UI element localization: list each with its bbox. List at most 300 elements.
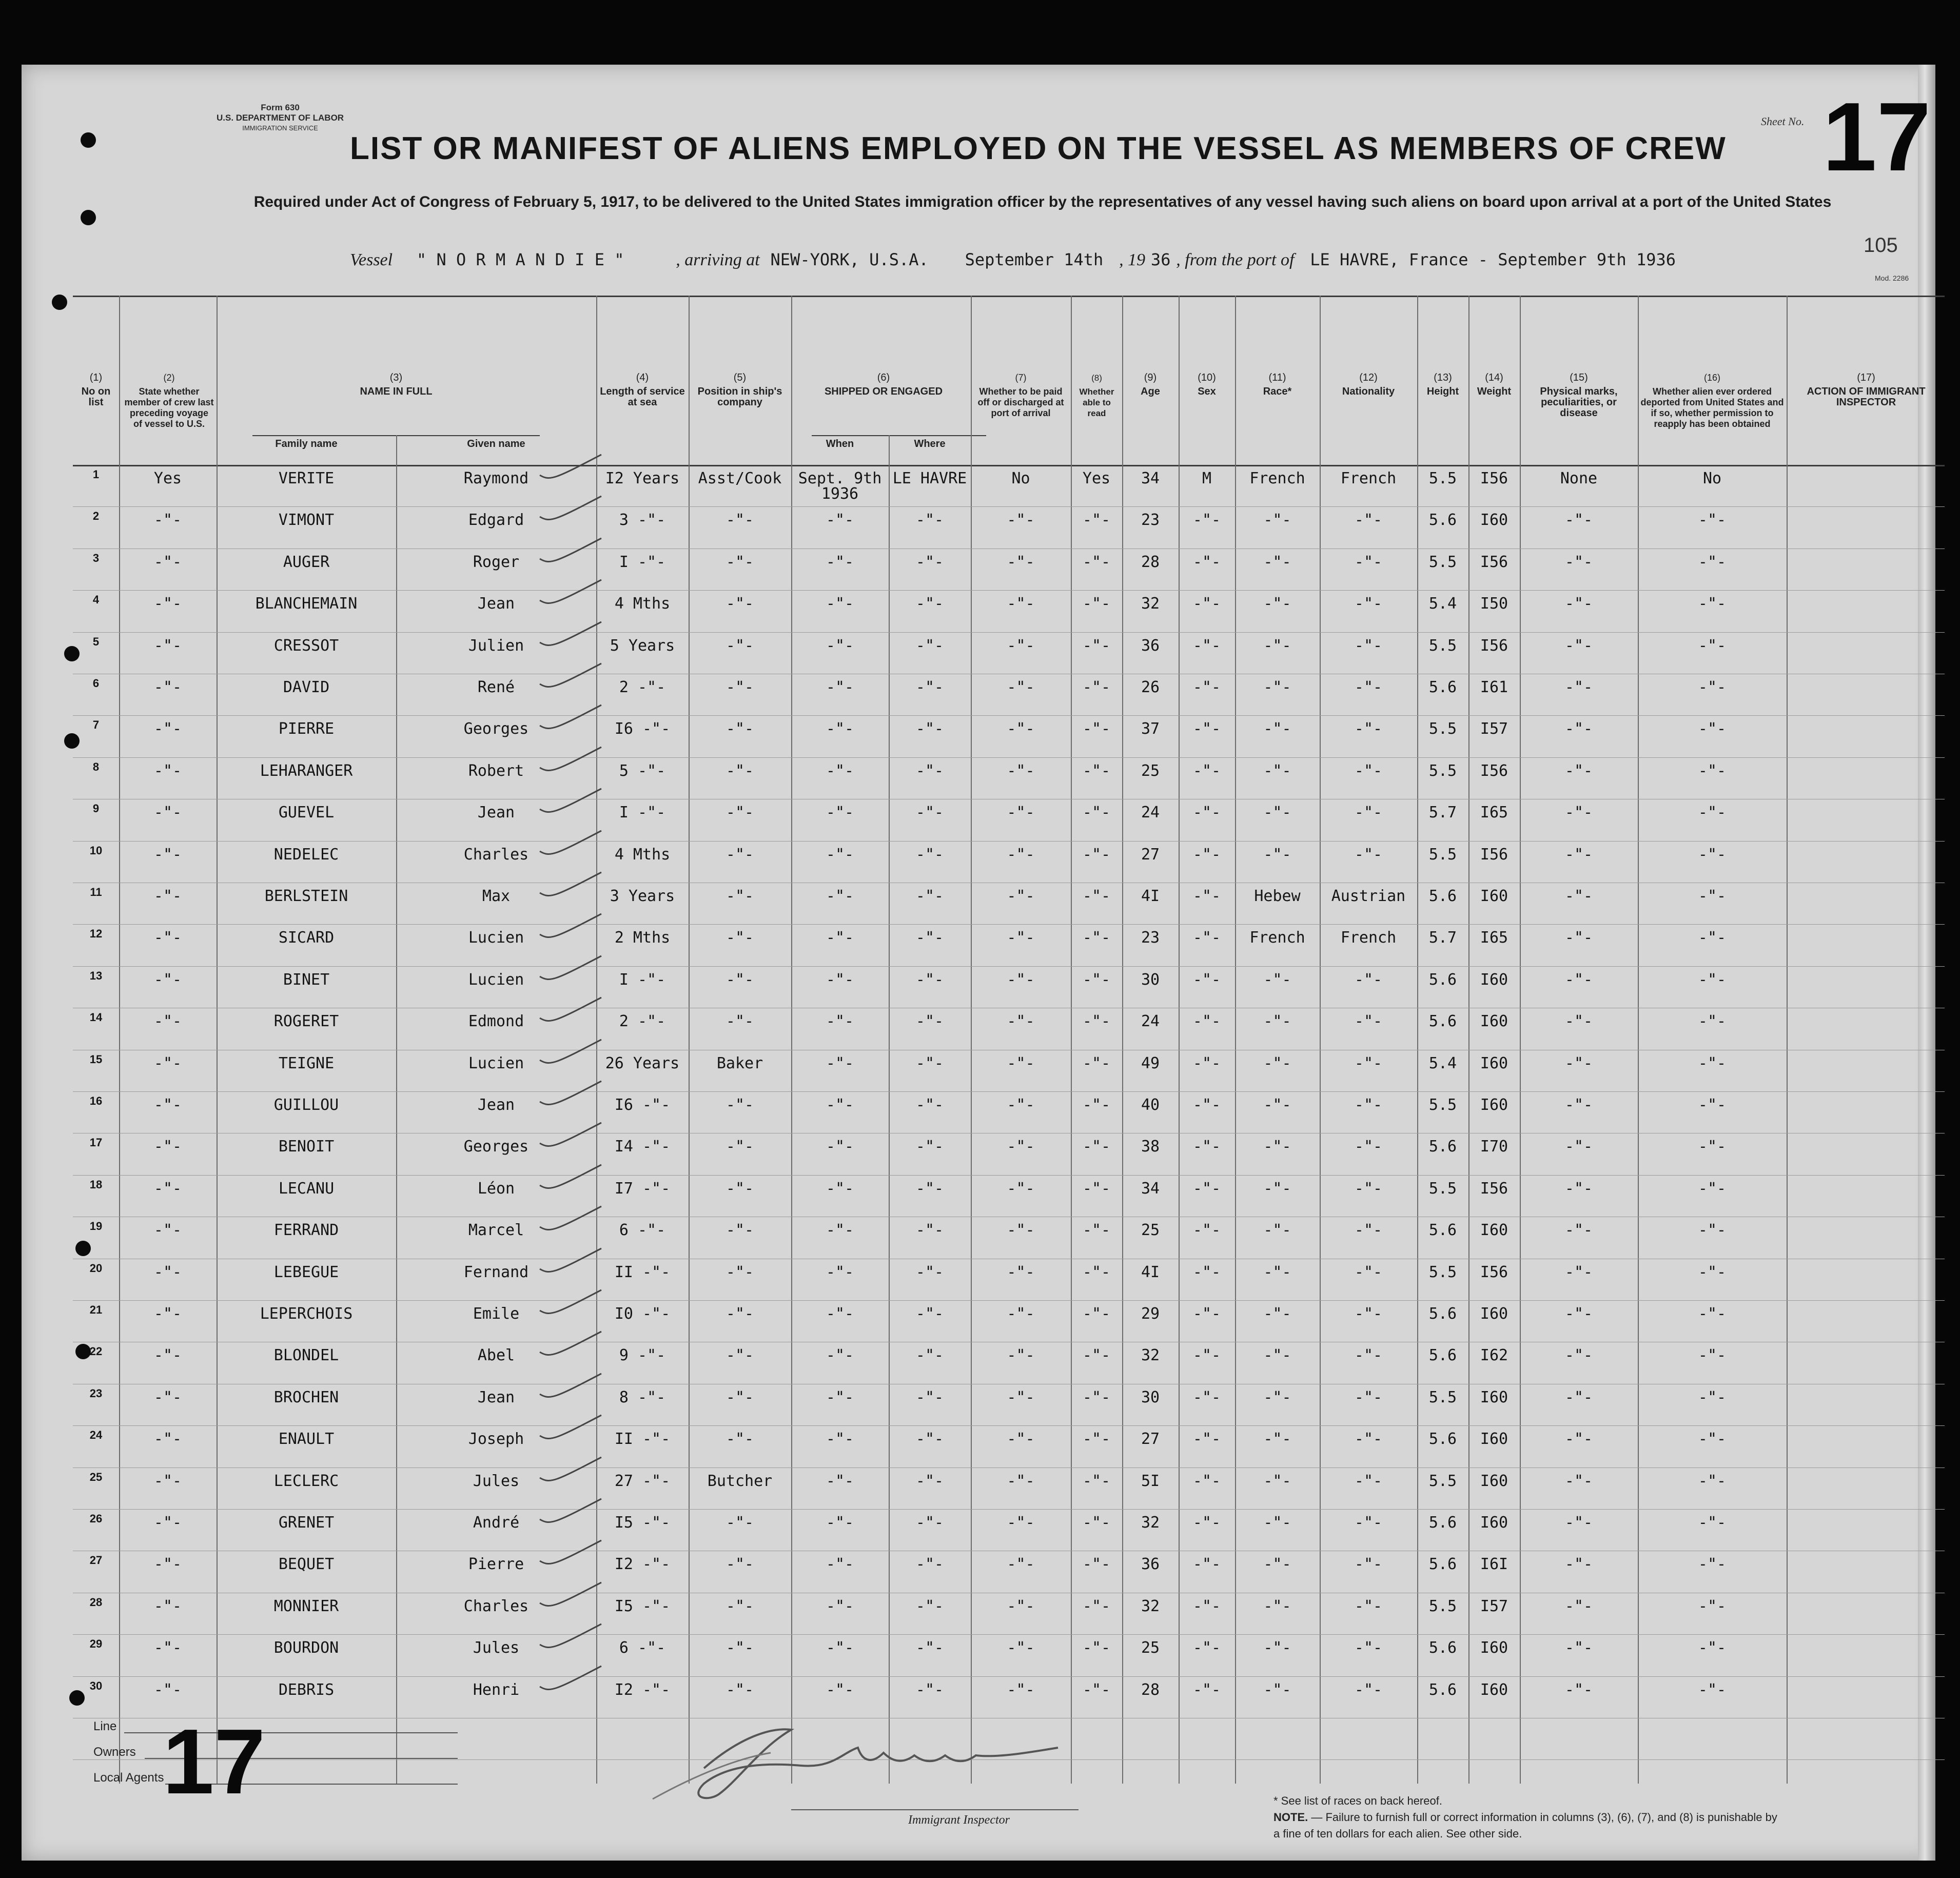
cell-given: Roger (473, 553, 520, 571)
cell-marks: -"- (1564, 887, 1593, 905)
cell-sex: -"- (1192, 720, 1221, 738)
cell-weight: I6I (1480, 1555, 1508, 1574)
inspector-rule (791, 1809, 1079, 1810)
cell-family: GUILLOU (273, 1096, 339, 1114)
cell-age: 27 (1141, 1430, 1160, 1449)
cell-when: -"- (826, 636, 854, 655)
cell-family: DEBRIS (278, 1680, 335, 1699)
cell-sex: -"- (1192, 1138, 1221, 1156)
cell-no: 30 (89, 1679, 103, 1692)
cell-paid: -"- (1007, 804, 1035, 822)
check-mark-icon (535, 1077, 606, 1113)
cell-family: BROCHEN (273, 1388, 339, 1406)
cell-when: -"- (826, 929, 854, 947)
cell-marks: -"- (1564, 970, 1593, 989)
cell-paid: -"- (1007, 1138, 1035, 1156)
cell-race: French (1249, 929, 1305, 947)
cell-deported: -"- (1698, 1012, 1727, 1031)
cell-no: 17 (89, 1136, 103, 1149)
cell-read: -"- (1082, 1388, 1111, 1406)
cell-paid: -"- (1007, 1639, 1035, 1657)
departure: LE HAVRE, France - September 9th 1936 (1310, 250, 1676, 269)
cell-paid: -"- (1007, 1597, 1035, 1615)
cell-given: Georges (463, 1138, 529, 1156)
cell-no: 27 (89, 1554, 103, 1567)
cell-when: -"- (826, 1514, 854, 1532)
cell-height: 5.5 (1428, 469, 1457, 487)
cell-prev: -"- (153, 595, 182, 613)
cell-service: I4 -"- (614, 1138, 671, 1156)
cell-when: -"- (826, 1388, 854, 1406)
cell-sex: -"- (1192, 1388, 1221, 1406)
cell-height: 5.5 (1428, 636, 1457, 655)
cell-age: 30 (1141, 970, 1160, 989)
cell-family: LEBEGUE (273, 1263, 339, 1281)
cell-service: I6 -"- (614, 1096, 671, 1114)
table-row (22, 674, 1893, 715)
cell-weight: I56 (1480, 1179, 1508, 1198)
cell-sex: -"- (1192, 1179, 1221, 1198)
check-mark-icon (535, 534, 606, 570)
cell-position: -"- (726, 804, 754, 822)
check-mark-icon (535, 451, 606, 486)
cell-read: -"- (1082, 845, 1111, 864)
check-mark-icon (535, 1161, 606, 1197)
cell-age: 37 (1141, 720, 1160, 738)
cell-sex: -"- (1192, 970, 1221, 989)
cell-read: -"- (1082, 1179, 1111, 1198)
cell-no: 20 (89, 1261, 103, 1275)
cell-marks: -"- (1564, 678, 1593, 696)
cell-weight: I60 (1480, 1305, 1508, 1323)
cell-prev: -"- (153, 1012, 182, 1031)
table-row (22, 1384, 1893, 1425)
cell-height: 5.5 (1428, 1179, 1457, 1198)
cell-marks: -"- (1564, 1514, 1593, 1532)
cell-paid: -"- (1007, 845, 1035, 864)
cell-read: -"- (1082, 1430, 1111, 1449)
cell-when: -"- (826, 804, 854, 822)
cell-marks: -"- (1564, 1138, 1593, 1156)
cell-when: -"- (826, 1346, 854, 1365)
check-mark-icon (535, 1536, 606, 1572)
cell-read: -"- (1082, 887, 1111, 905)
cell-weight: I56 (1480, 469, 1508, 487)
cell-position: -"- (726, 887, 754, 905)
cell-service: 5 -"- (619, 761, 666, 780)
cell-deported: No (1702, 469, 1722, 487)
cell-no: 15 (89, 1052, 103, 1066)
cell-position: -"- (726, 1138, 754, 1156)
cell-given: Jean (477, 595, 515, 613)
cell-race: French (1249, 469, 1305, 487)
cell-prev: -"- (153, 1388, 182, 1406)
check-mark-icon (535, 1411, 606, 1447)
cell-read: Yes (1082, 469, 1111, 487)
cell-sex: -"- (1192, 929, 1221, 947)
cell-position: -"- (726, 636, 754, 655)
cell-age: 4I (1141, 887, 1160, 905)
check-mark-icon (535, 1662, 606, 1698)
cell-age: 40 (1141, 1096, 1160, 1114)
cell-given: Lucien (468, 929, 524, 947)
cell-age: 25 (1141, 1221, 1160, 1240)
mod-number: Mod. 2286 (1875, 274, 1909, 282)
check-mark-icon (535, 743, 606, 779)
cell-position: -"- (726, 553, 754, 571)
cell-marks: -"- (1564, 1430, 1593, 1449)
cell-nat: -"- (1354, 595, 1383, 613)
cell-deported: -"- (1698, 1388, 1727, 1406)
cell-height: 5.5 (1428, 1388, 1457, 1406)
cell-marks: -"- (1564, 804, 1593, 822)
cell-deported: -"- (1698, 511, 1727, 530)
cell-marks: -"- (1564, 720, 1593, 738)
cell-given: Jules (473, 1472, 520, 1490)
cell-marks: -"- (1564, 1221, 1593, 1240)
cell-service: 2 -"- (619, 678, 666, 696)
cell-family: BEQUET (278, 1555, 335, 1574)
cell-service: I5 -"- (614, 1514, 671, 1532)
cell-marks: -"- (1564, 845, 1593, 864)
cell-sex: M (1202, 469, 1212, 487)
cell-no: 26 (89, 1512, 103, 1525)
cell-height: 5.6 (1428, 1680, 1457, 1699)
cell-nat: -"- (1354, 1346, 1383, 1365)
cell-nat: -"- (1354, 1680, 1383, 1699)
cell-race: -"- (1263, 1639, 1291, 1657)
cell-position: -"- (726, 1680, 754, 1699)
cell-prev: -"- (153, 804, 182, 822)
cell-position: -"- (726, 929, 754, 947)
cell-when: -"- (826, 845, 854, 864)
cell-family: GRENET (278, 1514, 335, 1532)
cell-weight: I60 (1480, 1639, 1508, 1657)
check-mark-icon (535, 1286, 606, 1322)
table-row (22, 1217, 1893, 1258)
cell-where: -"- (915, 1346, 944, 1365)
form-number: Form 630 (261, 103, 300, 112)
cell-deported: -"- (1698, 1305, 1727, 1323)
col-header-7: (7) Whether to be paid off or discharged at port of arrival (977, 373, 1064, 418)
cell-deported: -"- (1698, 1096, 1727, 1114)
cell-paid: -"- (1007, 887, 1035, 905)
agents-label: Local Agents (93, 1771, 164, 1785)
cell-age: 4I (1141, 1263, 1160, 1281)
cell-height: 5.7 (1428, 929, 1457, 947)
cell-family: CRESSOT (273, 636, 339, 655)
cell-weight: I60 (1480, 1388, 1508, 1406)
check-mark-icon (535, 1620, 606, 1656)
binding-hole (52, 295, 67, 310)
cell-race: -"- (1263, 1054, 1291, 1072)
cell-deported: -"- (1698, 1430, 1727, 1449)
cell-height: 5.5 (1428, 1472, 1457, 1490)
cell-height: 5.6 (1428, 1514, 1457, 1532)
cell-family: BINET (283, 970, 330, 989)
cell-position: -"- (726, 595, 754, 613)
binding-hole (81, 132, 96, 148)
subhead-given: Given name (467, 438, 525, 449)
cell-nat: -"- (1354, 553, 1383, 571)
races-note: * See list of races on back hereof. (1273, 1794, 1442, 1807)
cell-no: 11 (90, 886, 102, 898)
table-row (22, 1050, 1893, 1091)
cell-weight: I57 (1480, 1597, 1508, 1615)
cell-where: -"- (915, 1263, 944, 1281)
cell-read: -"- (1082, 1346, 1111, 1365)
cell-age: 32 (1141, 595, 1160, 613)
vessel-name: " N O R M A N D I E " (416, 250, 624, 269)
cell-when: Sept. 9th (798, 469, 882, 487)
cell-when: -"- (826, 970, 854, 989)
cell-service: II -"- (614, 1430, 671, 1449)
cell-service: I -"- (619, 970, 666, 989)
cell-no: 2 (92, 510, 100, 523)
cell-nat: French (1340, 929, 1397, 947)
cell-given: Lucien (468, 1054, 524, 1072)
cell-deported: -"- (1698, 1054, 1727, 1072)
cell-race: -"- (1263, 1221, 1291, 1240)
cell-read: -"- (1082, 595, 1111, 613)
cell-given: Jules (473, 1639, 520, 1657)
cell-nat: -"- (1354, 1430, 1383, 1449)
cell-marks: -"- (1564, 1096, 1593, 1114)
cell-prev: -"- (153, 1179, 182, 1198)
cell-no: 8 (92, 760, 100, 773)
cell-position: -"- (726, 1221, 754, 1240)
cell-height: 5.5 (1428, 720, 1457, 738)
cell-given: Léon (477, 1179, 515, 1198)
cell-service: 2 -"- (619, 1012, 666, 1031)
cell-where: -"- (915, 1472, 944, 1490)
col-header-12: (12) Nationality (1342, 372, 1395, 397)
cell-marks: None (1560, 469, 1598, 487)
check-mark-icon (535, 1202, 606, 1238)
cell-weight: I56 (1480, 636, 1508, 655)
cell-marks: -"- (1564, 1054, 1593, 1072)
check-mark-icon (535, 1495, 606, 1531)
cell-age: 23 (1141, 929, 1160, 947)
cell-prev: -"- (153, 1305, 182, 1323)
col-header-10: (10) Sex (1198, 372, 1216, 397)
cell-race: -"- (1263, 970, 1291, 989)
cell-family: SICARD (278, 929, 335, 947)
table-row (22, 1008, 1893, 1049)
cell-height: 5.6 (1428, 1221, 1457, 1240)
cell-given: Charles (463, 845, 529, 864)
cell-marks: -"- (1564, 1388, 1593, 1406)
cell-race: -"- (1263, 1472, 1291, 1490)
cell-read: -"- (1082, 1221, 1111, 1240)
cell-no: 23 (89, 1386, 103, 1400)
col-header-15: (15) Physical marks, peculiarities, or disease (1540, 372, 1618, 419)
arrival-port: NEW-YORK, U.S.A. (770, 250, 929, 269)
cell-no: 28 (89, 1595, 103, 1609)
cell-deported: -"- (1698, 1514, 1727, 1532)
cell-where: -"- (915, 804, 944, 822)
owners-label: Owners (93, 1745, 136, 1759)
cell-age: 36 (1141, 1555, 1160, 1574)
col-header-11: (11) Race* (1263, 372, 1292, 397)
cell-age: 25 (1141, 1639, 1160, 1657)
cell-no: 1 (92, 468, 100, 481)
cell-read: -"- (1082, 720, 1111, 738)
cell-where: -"- (915, 1179, 944, 1198)
cell-where: -"- (915, 1012, 944, 1031)
cell-when: -"- (826, 1472, 854, 1490)
cell-position: -"- (726, 1388, 754, 1406)
cell-prev: -"- (153, 845, 182, 864)
cell-nat: -"- (1354, 804, 1383, 822)
table-row (22, 1468, 1893, 1509)
cell-family: NEDELEC (273, 845, 339, 864)
cell-sex: -"- (1192, 804, 1221, 822)
cell-position: -"- (726, 720, 754, 738)
table-row (22, 799, 1893, 840)
note-label: NOTE. (1273, 1811, 1308, 1824)
cell-read: -"- (1082, 1305, 1111, 1323)
cell-marks: -"- (1564, 1597, 1593, 1615)
cell-position: -"- (726, 1555, 754, 1574)
cell-read: -"- (1082, 636, 1111, 655)
cell-race: -"- (1263, 1388, 1291, 1406)
cell-when: -"- (826, 595, 854, 613)
cell-age: 24 (1141, 1012, 1160, 1031)
cell-position: -"- (726, 845, 754, 864)
inspector-label: Immigrant Inspector (908, 1813, 1010, 1827)
col-header-6: (6) SHIPPED OR ENGAGED (824, 372, 943, 397)
cell-prev: -"- (153, 1472, 182, 1490)
cell-no: 19 (89, 1220, 103, 1233)
cell-height: 5.5 (1428, 845, 1457, 864)
cell-prev: -"- (153, 1346, 182, 1365)
footer-sheet-number: 17 (163, 1710, 266, 1813)
cell-position: Butcher (707, 1472, 773, 1490)
cell-service: I -"- (619, 553, 666, 571)
cell-read: -"- (1082, 1096, 1111, 1114)
subhead-when: When (826, 438, 854, 449)
table-row (22, 549, 1893, 590)
cell-height: 5.6 (1428, 1305, 1457, 1323)
check-mark-icon (535, 576, 606, 612)
cell-read: -"- (1082, 1012, 1111, 1031)
year: 36 (1150, 250, 1171, 269)
cell-service: 3 -"- (619, 511, 666, 530)
table-row (22, 715, 1893, 757)
cell-read: -"- (1082, 1555, 1111, 1574)
cell-nat: -"- (1354, 1639, 1383, 1657)
cell-paid: -"- (1007, 678, 1035, 696)
cell-height: 5.6 (1428, 1639, 1457, 1657)
cell-given: Edmond (468, 1012, 524, 1031)
cell-where: -"- (915, 1138, 944, 1156)
check-mark-icon (535, 868, 606, 904)
cell-race: -"- (1263, 1346, 1291, 1365)
cell-nat: -"- (1354, 636, 1383, 655)
cell-service: I -"- (619, 804, 666, 822)
cell-given: Lucien (468, 970, 524, 989)
cell-weight: I62 (1480, 1346, 1508, 1365)
cell-no: 29 (89, 1637, 103, 1651)
cell-race: -"- (1263, 1680, 1291, 1699)
cell-sex: -"- (1192, 1221, 1221, 1240)
arriving-label: , arriving at (676, 250, 760, 269)
cell-family: LECLERC (273, 1472, 339, 1490)
cell-paid: -"- (1007, 1680, 1035, 1699)
cell-paid: -"- (1007, 1514, 1035, 1532)
cell-no: 18 (89, 1178, 103, 1191)
table-row (22, 1259, 1893, 1300)
cell-read: -"- (1082, 1639, 1111, 1657)
form-meta (217, 103, 344, 133)
cell-weight: I60 (1480, 970, 1508, 989)
cell-marks: -"- (1564, 1639, 1593, 1657)
cell-race: -"- (1263, 1597, 1291, 1615)
col-header-13: (13) Height (1426, 372, 1459, 397)
cell-family: BLONDEL (273, 1346, 339, 1365)
cell-prev: -"- (153, 929, 182, 947)
cell-when: -"- (826, 1179, 854, 1198)
cell-read: -"- (1082, 1514, 1111, 1532)
col-header-17: (17) ACTION OF IMMIGRANT INSPECTOR (1807, 372, 1926, 408)
cell-deported: -"- (1698, 1221, 1727, 1240)
cell-given: Fernand (463, 1263, 529, 1281)
cell-weight: I70 (1480, 1138, 1508, 1156)
cell-service: 9 -"- (619, 1346, 666, 1365)
cell-race: -"- (1263, 1012, 1291, 1031)
cell-weight: I56 (1480, 761, 1508, 780)
cell-marks: -"- (1564, 929, 1593, 947)
cell-prev: -"- (153, 1096, 182, 1114)
cell-no: 9 (92, 802, 100, 815)
cell-given: Edgard (468, 511, 524, 530)
cell-read: -"- (1082, 804, 1111, 822)
cell-age: 32 (1141, 1597, 1160, 1615)
cell-where: -"- (915, 761, 944, 780)
cell-family: DAVID (283, 678, 330, 696)
cell-service: 4 Mths (614, 595, 671, 613)
cell-height: 5.6 (1428, 1346, 1457, 1365)
check-mark-icon (535, 1370, 606, 1405)
cell-sex: -"- (1192, 1012, 1221, 1031)
cell-family: MONNIER (273, 1597, 339, 1615)
table-row (22, 465, 1893, 506)
cell-race: Hebew (1254, 887, 1301, 905)
cell-nat: -"- (1354, 1054, 1383, 1072)
cell-prev: -"- (153, 678, 182, 696)
cell-deported: -"- (1698, 1263, 1727, 1281)
cell-where: LE HAVRE (892, 469, 967, 487)
cell-marks: -"- (1564, 1346, 1593, 1365)
cell-family: BENOIT (278, 1138, 335, 1156)
cell-prev: -"- (153, 1555, 182, 1574)
cell-age: 36 (1141, 636, 1160, 655)
cell-given: André (473, 1514, 520, 1532)
cell-deported: -"- (1698, 1680, 1727, 1699)
cell-no: 5 (92, 635, 100, 648)
vessel-line (350, 249, 1676, 270)
col-header-1: (1) No on list (81, 372, 111, 408)
cell-read: -"- (1082, 1263, 1111, 1281)
cell-where: -"- (915, 970, 944, 989)
cell-sex: -"- (1192, 1054, 1221, 1072)
cell-where: -"- (915, 1430, 944, 1449)
cell-height: 5.6 (1428, 1555, 1457, 1574)
cell-age: 28 (1141, 1680, 1160, 1699)
check-mark-icon (535, 492, 606, 528)
cell-given: Henri (473, 1680, 520, 1699)
